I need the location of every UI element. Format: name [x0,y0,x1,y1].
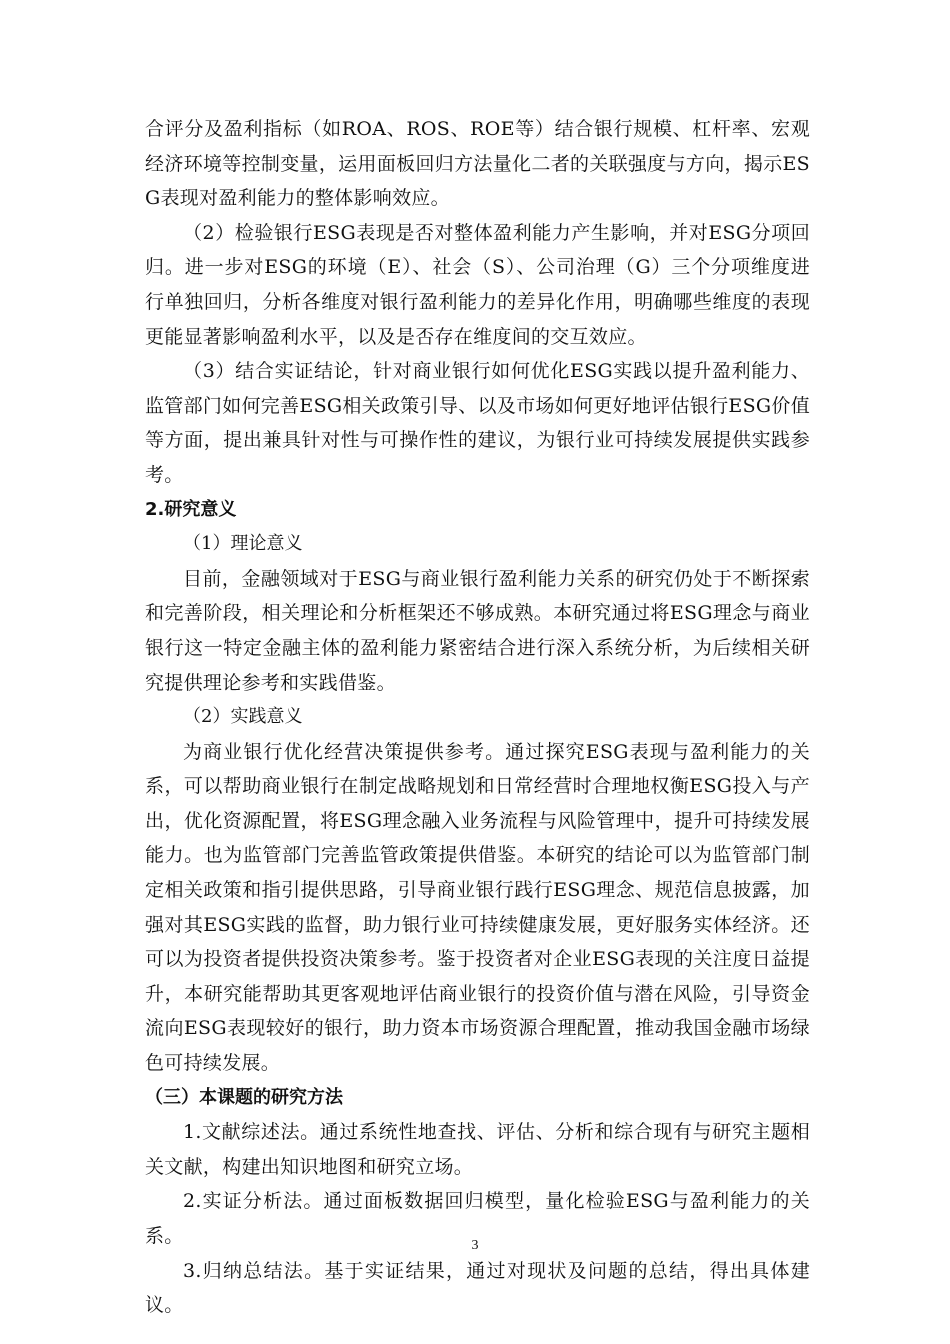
subheading-practical-significance: （2）实践意义 [183,706,303,728]
method-literature-review: 1.文献综述法。通过系统性地查找、评估、分析和综合现有与研究主题相关文献，构建出知识地图和研究立场。 [145,1121,810,1178]
heading-research-methods: （三）本课题的研究方法 [145,1086,343,1108]
method-inductive-summary: 3.归纳总结法。基于实证结果，通过对现状及问题的总结，得出具体建议。 [145,1259,810,1317]
paragraph-research-content-3: （3）结合实证结论，针对商业银行如何优化ESG实践以提升盈利能力、监管部门如何完善ESG相关政策引导、以及市场如何更好地评估银行ESG价值等方面，提出兼具针对性与可操作性的建议，为银行业可持续发展提供实践参考。 [145,360,810,486]
paragraph-theoretical-significance: 目前，金融领域对于ESG与商业银行盈利能力关系的研究仍处于不断探索和完善阶段，相关理论和分析框架还不够成熟。本研究通过将ESG理念与商业银行这一特定金融主体的盈利能力紧密结合进行深入系统分析，为后续相关研究提供理论参考和实践借鉴。 [145,567,810,694]
page-body [145,112,810,1323]
subheading-theoretical-significance: （1）理论意义 [183,533,303,555]
paragraph-research-content-2: （2）检验银行ESG表现是否对整体盈利能力产生影响，并对ESG分项回归。进一步对ESG的环境（E）、社会（S）、公司治理（G）三个分项维度进行单独回归，分析各维度对银行盈利能力的差异化作用，明确哪些维度的表现更能显著影响盈利水平，以及是否存在维度间的交互效应。 [145,221,810,348]
heading-research-significance: 2.研究意义 [145,498,237,520]
paragraph-research-content-1: 合评分及盈利指标（如ROA、ROS、ROE等）结合银行规模、杠杆率、宏观经济环境等控制变量，运用面板回归方法量化二者的关联强度与方向，揭示ESG表现对盈利能力的整体影响效应。 [145,118,810,210]
paragraph-practical-significance: 为商业银行优化经营决策提供参考。通过探究ESG表现与盈利能力的关系，可以帮助商业银行在制定战略规划和日常经营时合理地权衡ESG投入与产出，优化资源配置，将ESG理念融入业务流程与风险管理中，提升可持续发展能力。也为监管部门完善监管政策提供借鉴。本研究的结论可以为监管部门制定相关政策和指引提供思路，引导商业银行践行ESG理念、规范信息披露，加强对其ESG实践的监督，助力银行业可持续健康发展，更好服务实体经济。还可以为投资者提供投资决策参考。鉴于投资者对企业ESG表现的关注度日益提升，本研究能帮助其更客观地评估商业银行的投资价值与潜在风险，引导资金流向ESG表现较好的银行，助力资本市场资源合理配置，推动我国金融市场绿色可持续发展。 [145,740,810,1075]
page-number: 3 [471,1238,479,1253]
method-empirical-analysis: 2.实证分析法。通过面板数据回归模型，量化检验ESG与盈利能力的关系。 [145,1190,810,1247]
